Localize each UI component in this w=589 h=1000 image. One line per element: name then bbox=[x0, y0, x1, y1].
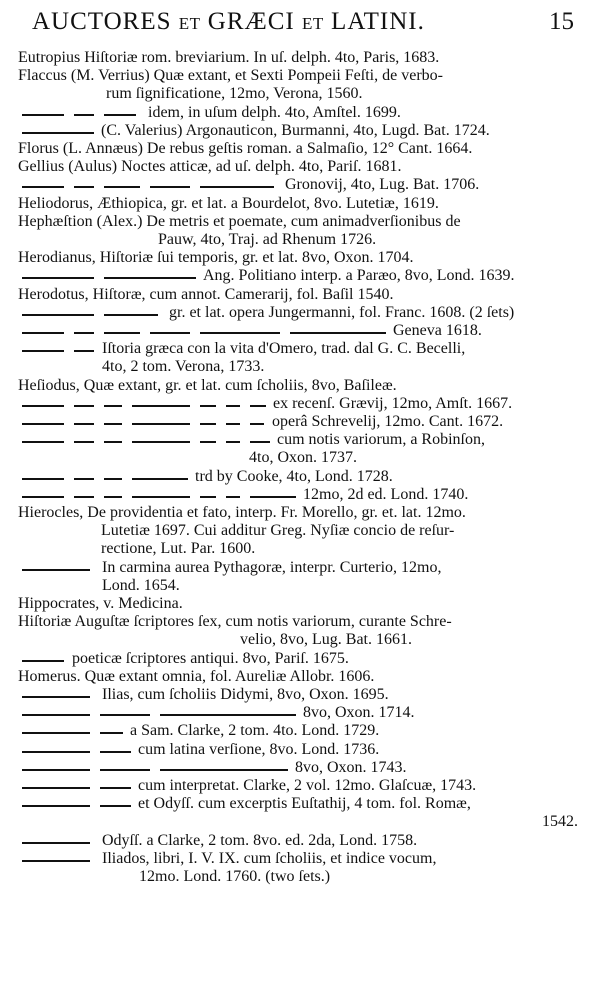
ditto-rule bbox=[22, 405, 64, 407]
ditto-rule bbox=[104, 478, 122, 480]
entry-line: Gellius (Aulus) Noctes atticæ, ad uſ. delph. 4to, Pariſ. 1681. bbox=[18, 158, 402, 176]
ditto-rule bbox=[104, 332, 140, 334]
ditto-rule bbox=[100, 732, 123, 734]
ditto-rule bbox=[22, 751, 90, 753]
entry-line: ex recenſ. Grævij, 12mo, Amſt. 1667. bbox=[273, 394, 513, 412]
entry-line: (C. Valerius) Argonauticon, Burmanni, 4to, Lugd. Bat. 1724. bbox=[101, 121, 490, 139]
entry-line: rectione, Lut. Par. 1600. bbox=[101, 540, 256, 558]
ditto-rule bbox=[22, 314, 94, 316]
ditto-rule bbox=[22, 478, 64, 480]
ditto-rule bbox=[200, 496, 216, 498]
ditto-rule bbox=[22, 350, 64, 352]
ditto-rule bbox=[160, 769, 288, 771]
ditto-rule bbox=[104, 496, 122, 498]
running-title bbox=[32, 8, 425, 36]
title-word: LATINI. bbox=[331, 8, 425, 35]
ditto-rule bbox=[104, 114, 136, 116]
ditto-rule bbox=[74, 423, 94, 425]
ditto-rule bbox=[22, 660, 64, 662]
ditto-rule bbox=[250, 423, 264, 425]
ditto-rule bbox=[160, 714, 296, 716]
entry-line: Herodianus, Hiſtoriæ ſui temporis, gr. et lat. 8vo, Oxon. 1704. bbox=[18, 249, 414, 267]
ditto-rule bbox=[22, 805, 90, 807]
ditto-rule bbox=[150, 332, 190, 334]
ditto-rule bbox=[22, 332, 64, 334]
entry-line: Iliados, libri, I. V. IX. cum ſcholiis, et indice vocum, bbox=[102, 849, 437, 867]
ditto-rule bbox=[226, 441, 240, 443]
ditto-rule bbox=[104, 277, 196, 279]
ditto-rule bbox=[200, 186, 274, 188]
entry-line: 1542. bbox=[542, 813, 578, 831]
entry-line: a Sam. Clarke, 2 tom. 4to. Lond. 1729. bbox=[130, 722, 380, 740]
ditto-rule bbox=[200, 405, 216, 407]
entry-line: Heſiodus, Quæ extant, gr. et lat. cum ſcholiis, 8vo, Baſileæ. bbox=[18, 376, 397, 394]
ditto-rule bbox=[22, 769, 90, 771]
ditto-rule bbox=[22, 842, 90, 844]
entry-line: Lutetiæ 1697. Cui additur Greg. Nyſiæ concio de reſur- bbox=[101, 522, 455, 540]
title-word: AUCTORES bbox=[32, 8, 172, 35]
ditto-rule bbox=[132, 441, 190, 443]
ditto-rule bbox=[100, 751, 131, 753]
entry-line: Homerus. Quæ extant omnia, fol. Aureliæ Allobr. 1606. bbox=[18, 667, 375, 685]
entry-line: Flaccus (M. Verrius) Quæ extant, et Sexti Pompeii Feſti, de verbo- bbox=[18, 67, 443, 85]
ditto-rule bbox=[22, 860, 90, 862]
ditto-rule bbox=[226, 423, 240, 425]
entry-line: In carmina aurea Pythagoræ, interpr. Curterio, 12mo, bbox=[102, 558, 442, 576]
ditto-rule bbox=[132, 496, 190, 498]
ditto-rule bbox=[22, 787, 90, 789]
ditto-rule bbox=[226, 496, 240, 498]
entry-line: 8vo, Oxon. 1743. bbox=[295, 758, 407, 776]
entry-line: gr. et lat. opera Jungermanni, fol. Franc. 1608. (2 ſets) bbox=[169, 303, 515, 321]
entry-line: Lond. 1654. bbox=[102, 576, 180, 594]
ditto-rule bbox=[22, 732, 90, 734]
entry-line: operâ Schrevelij, 12mo. Cant. 1672. bbox=[272, 413, 504, 430]
ditto-rule bbox=[250, 496, 296, 498]
entry-line: 12mo. Lond. 1760. (two ſets.) bbox=[139, 867, 331, 885]
ditto-rule bbox=[200, 423, 216, 425]
entry-line: 4to, 2 tom. Verona, 1733. bbox=[102, 358, 265, 376]
ditto-rule bbox=[22, 441, 64, 443]
ditto-rule bbox=[104, 441, 122, 443]
ditto-rule bbox=[22, 714, 90, 716]
ditto-rule bbox=[132, 478, 188, 480]
entry-line: Eutropius Hiſtoriæ rom. breviarium. In uſ. delph. 4to, Paris, 1683. bbox=[18, 49, 440, 66]
entry-line: et Odyſſ. cum excerptis Euſtathij, 4 tom. fol. Romæ, bbox=[138, 795, 471, 813]
ditto-rule bbox=[290, 332, 386, 334]
entry-line: Florus (L. Annæus) De rebus geſtis roman. a Salmaſio, 12° Cant. 1664. bbox=[18, 140, 473, 157]
ditto-rule bbox=[22, 132, 94, 134]
ditto-rule bbox=[74, 478, 94, 480]
entry-line: Hiſtoriæ Auguſtæ ſcriptores ſex, cum notis variorum, curante Schre- bbox=[18, 613, 452, 631]
entry-line: Odyſſ. a Clarke, 2 tom. 8vo. ed. 2da, Lond. 1758. bbox=[102, 831, 418, 849]
ditto-rule bbox=[22, 496, 64, 498]
entry-line: Ang. Politiano interp. a Paræo, 8vo, Lond. 1639. bbox=[203, 267, 515, 285]
title-word: ET bbox=[178, 14, 201, 33]
entry-line: poeticæ ſcriptores antiqui. 8vo, Pariſ. 1675. bbox=[72, 649, 349, 667]
ditto-rule bbox=[132, 405, 190, 407]
ditto-rule bbox=[132, 423, 190, 425]
entry-line: Hephæſtion (Alex.) De metris et poemate, cum animadverſionibus de bbox=[18, 212, 461, 230]
entry-line: 8vo, Oxon. 1714. bbox=[303, 704, 415, 722]
entry-line: Herodotus, Hiſtoræ, cum annot. Camerarij, fol. Baſil 1540. bbox=[18, 285, 394, 303]
ditto-rule bbox=[22, 186, 64, 188]
ditto-rule bbox=[22, 114, 64, 116]
ditto-rule bbox=[74, 350, 94, 352]
ditto-rule bbox=[74, 405, 94, 407]
title-word: GRÆCI bbox=[207, 8, 295, 35]
ditto-rule bbox=[100, 769, 150, 771]
entry-line: Pauw, 4to, Traj. ad Rhenum 1726. bbox=[158, 230, 377, 248]
ditto-rule bbox=[22, 423, 64, 425]
ditto-rule bbox=[200, 332, 280, 334]
entry-line: cum latina verſione, 8vo. Lond. 1736. bbox=[138, 740, 380, 758]
ditto-rule bbox=[150, 186, 190, 188]
title-word: ET bbox=[302, 14, 324, 33]
entry-line: rum ſignificatione, 12mo, Verona, 1560. bbox=[106, 85, 363, 103]
entry-line: cum interpretat. Clarke, 2 vol. 12mo. Glaſcuæ, 1743. bbox=[138, 777, 477, 794]
entry-line: 12mo, 2d ed. Lond. 1740. bbox=[303, 485, 469, 503]
ditto-rule bbox=[74, 114, 94, 116]
entry-line: Ilias, cum ſcholiis Didymi, 8vo, Oxon. 1695. bbox=[102, 686, 389, 703]
entry-line: velio, 8vo, Lug. Bat. 1661. bbox=[240, 631, 412, 649]
entry-line: trd by Cooke, 4to, Lond. 1728. bbox=[195, 467, 393, 485]
ditto-rule bbox=[100, 805, 131, 807]
entry-line: Hippocrates, v. Medicina. bbox=[18, 595, 183, 612]
entry-line: Hierocles, De providentia et fato, interp. Fr. Morello, gr. et. lat. 12mo. bbox=[18, 504, 466, 521]
ditto-rule bbox=[200, 441, 216, 443]
running-header bbox=[0, 4, 589, 44]
ditto-rule bbox=[74, 496, 94, 498]
ditto-rule bbox=[250, 441, 270, 443]
ditto-rule bbox=[104, 186, 140, 188]
entry-line: 4to, Oxon. 1737. bbox=[249, 449, 357, 467]
ditto-rule bbox=[100, 714, 150, 716]
entry-line: Heliodorus, Æthiopica, gr. et lat. a Bourdelot, 8vo. Lutetiæ, 1619. bbox=[18, 194, 439, 212]
ditto-rule bbox=[22, 696, 90, 698]
ditto-rule bbox=[226, 405, 240, 407]
ditto-rule bbox=[104, 314, 158, 316]
entry-line: Iſtoria græca con la vita d'Omero, trad. dal G. C. Becelli, bbox=[102, 340, 466, 358]
ditto-rule bbox=[104, 405, 122, 407]
ditto-rule bbox=[22, 277, 94, 279]
page-number: 15 bbox=[549, 8, 574, 35]
entry-line: idem, in uſum delph. 4to, Amſtel. 1699. bbox=[148, 103, 401, 121]
ditto-rule bbox=[250, 405, 266, 407]
entry-line: Geneva 1618. bbox=[393, 322, 482, 339]
ditto-rule bbox=[22, 569, 90, 571]
entry-line: Gronovij, 4to, Lug. Bat. 1706. bbox=[285, 176, 480, 194]
ditto-rule bbox=[74, 186, 94, 188]
ditto-rule bbox=[74, 332, 94, 334]
ditto-rule bbox=[74, 441, 94, 443]
ditto-rule bbox=[104, 423, 122, 425]
ditto-rule bbox=[100, 787, 131, 789]
entry-line: cum notis variorum, a Robinſon, bbox=[277, 431, 485, 449]
